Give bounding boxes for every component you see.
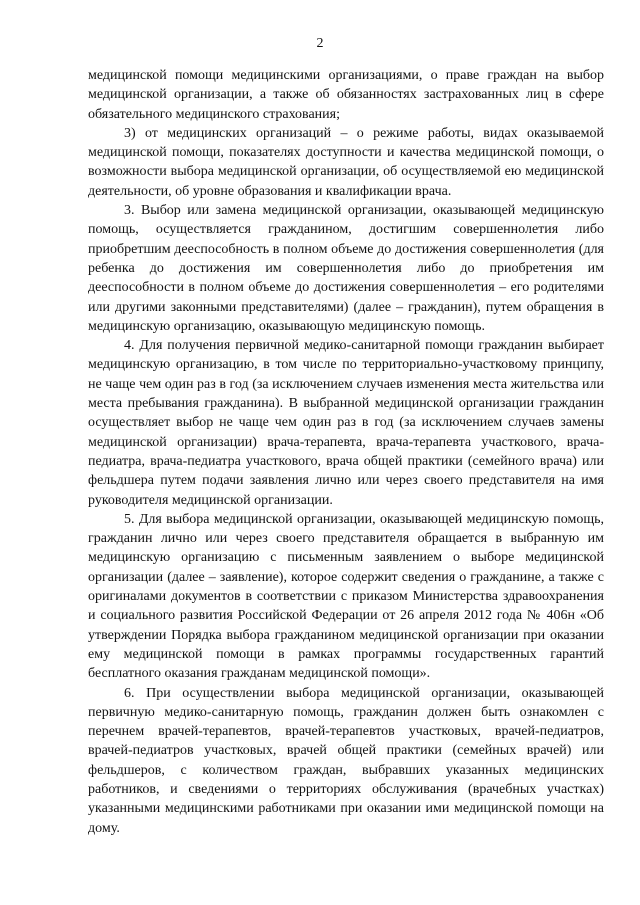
page-number: 2 — [316, 36, 324, 51]
paragraph-4: 4. Для получения первичной медико-санитарной помощи гражданин выбирает медицинскую организацию, в том числе по территориально-участковому принципу, не чаще чем один раз в год (за исключением случаев изменения места жительства или места пребывания гражданина). В выбранной медицинской организации гражданин осуществляет выбор не чаще чем один раз в год (за исключением случаев замены медицинской организации) врача-терапевта, врача-терапевта участкового, врача-педиатра, врача-педиатра участкового, врача общей практики (семейного врача) или фельдшера путем подачи заявления лично или через своего представителя на имя руководителя медицинской организации. — [88, 338, 604, 508]
paragraph-3: 3. Выбор или замена медицинской организации, оказывающей медицинскую помощь, осуществляется гражданином, достигшим совершеннолетия либо приобретшим дееспособность в полном объеме до достижения совершеннолетия (для ребенка до достижения им совершеннолетия либо до приобретения им дееспособности в полном объеме до достижения совершеннолетия – его родителями или другими законными представителями) (далее – гражданин), путем обращения в медицинскую организацию, оказывающую медицинскую помощь. — [88, 203, 604, 334]
paragraph-continuation: медицинской помощи медицинскими организациями, о праве граждан на выбор медицинской организации, а также об обязанностях застрахованных лиц в сфере обязательного медицинского страхования; — [88, 68, 604, 122]
paragraph-5: 5. Для выбора медицинской организации, оказывающей медицинскую помощь, гражданин лично или через своего представителя обращается в выбранную им медицинскую организацию с письменным заявлением о выборе медицинской организации (далее – заявление), которое содержит сведения о гражданине, а также с оригиналами документов в соответствии с приказом Министерства здравоохранения и социального развития Российской Федерации от 26 апреля 2012 года № 406н «Об утверждении Порядка выбора гражданином медицинской организации при оказании ему медицинской помощи в рамках программы государственных гарантий бесплатного оказания гражданам медицинской помощи». — [88, 511, 604, 682]
paragraph-6: 6. При осуществлении выбора медицинской организации, оказывающей первичную медико-санитарную помощь, гражданин должен быть ознакомлен с перечнем врачей-терапевтов, врачей-терапевтов участковых, врачей-педиатров, врачей-педиатров участковых, врачей общей практики (семейных врачей) или фельдшеров, с количеством граждан, выбравших указанных медицинских работников, и сведениями о территориях обслуживания (врачебных участках) указанными медицинскими работниками при оказании ими медицинской помощи на дому. — [88, 685, 604, 836]
paragraph-item-3-sub: 3) от медицинских организаций – о режиме работы, видах оказываемой медицинской помощи, показателях доступности и качества медицинской помощи, о возможности выбора медицинской организации, об осуществляемой ею медицинской деятельности, об уровне образования и квалификации врача. — [88, 125, 604, 199]
document-body — [88, 66, 604, 838]
